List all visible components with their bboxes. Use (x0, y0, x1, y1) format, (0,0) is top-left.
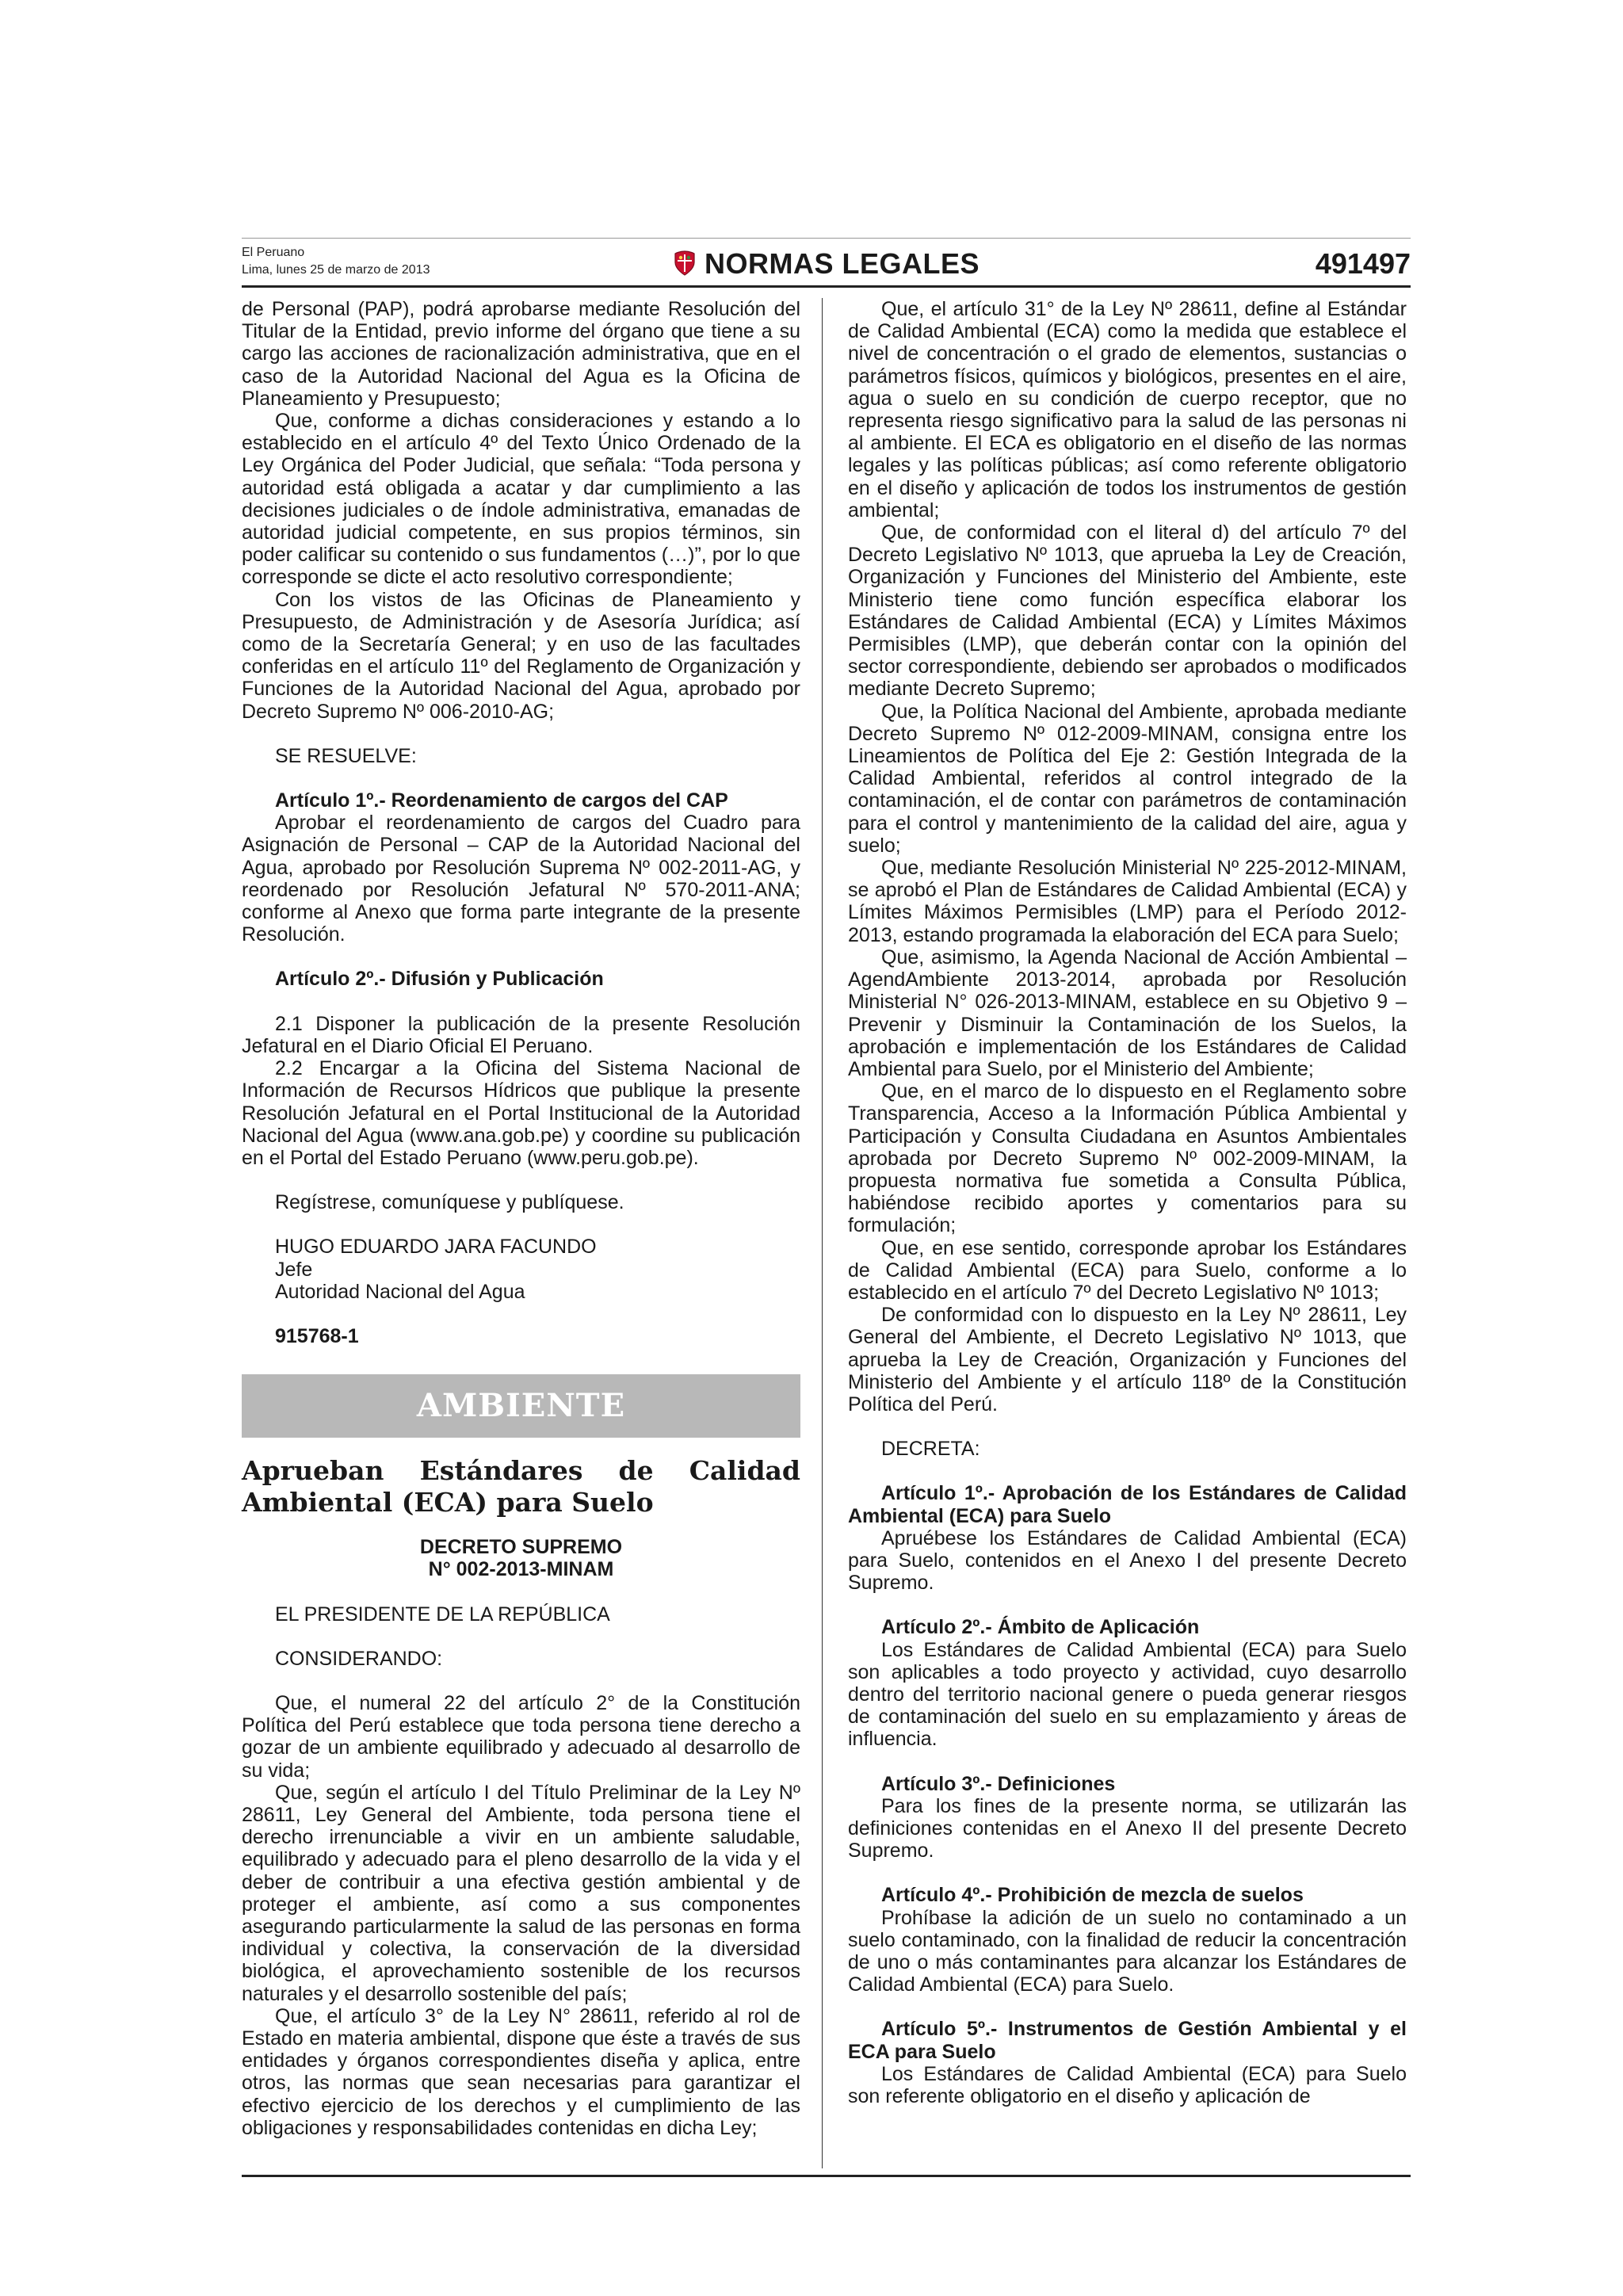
article-heading: Artículo 1º.- Reordenamiento de cargos del CAP (275, 789, 728, 812)
section-title: NORMAS LEGALES (704, 247, 980, 280)
article-heading: Artículo 1º.- Aprobación de los Estándares de Calidad Ambiental (ECA) para Suelo (848, 1482, 1407, 1527)
signer-name: HUGO EDUARDO JARA FACUNDO (275, 1236, 597, 1259)
paragraph: 2.1 Disponer la publicación de la presente Resolución Jefatural en el Diario Oficial El Peruano. (242, 1012, 800, 1057)
paragraph: Que, en el marco de lo dispuesto en el Reglamento sobre Transparencia, Acceso a la Información Pública Ambiental y Participación y Consulta Ciudadana en Asuntos Ambientales aprobada por Decreto Supremo Nº 002-2009-MINAM, la propuesta normativa fue sometida a Consulta Pública, habiéndose recibido aportes y comentarios para su formulación; (848, 1080, 1407, 1237)
article-heading: Artículo 5º.- Instrumentos de Gestión Ambiental y el ECA para Suelo (848, 2018, 1407, 2063)
closing-formula: Regístrese, comuníquese y publíquese. (275, 1191, 624, 1214)
paragraph: Los Estándares de Calidad Ambiental (ECA) para Suelo son aplicables a todo proyecto y actividad, cuyo desarrollo dentro del territorio nacional genere o pueda generar riesgos de contaminación del suelo en su emplazamiento y áreas de influencia. (848, 1638, 1407, 1751)
article-heading: Artículo 2º.- Difusión y Publicación (275, 968, 604, 991)
paragraph: Que, según el artículo I del Título Preliminar de la Ley Nº 28611, Ley General del Ambiente, toda persona tiene el derecho irrenunciable a vivir en un ambiente saludable, equilibrado y adecuado para el pleno desarrollo de la vida y el deber de contribuir a una efectiva gestión ambiental y de proteger el ambiente, así como a sus componentes asegurando particularmente la salud de las personas en forma individual y colectiva, la conservación de la diversidad biológica, el aprovechamiento sostenible de los recursos naturales y el desarrollo sostenible del país; (242, 1781, 800, 2005)
signer-organization: Autoridad Nacional del Agua (275, 1280, 525, 1303)
left-column (242, 298, 800, 2139)
paragraph: Que, asimismo, la Agenda Nacional de Acción Ambiental – AgendAmbiente 2013-2014, aprobada por Resolución Ministerial N° 026-2013-MINAM, establece en su Objetivo 9 – Prevenir y Disminuir la Contaminación de los Suelos, la aprobación e implementación de los Estándares de Calidad Ambiental para Suelo, por el Ministerio del Ambiente; (848, 946, 1407, 1080)
paragraph: Con los vistos de las Oficinas de Planeamiento y Presupuesto, de Administración y de Asesoría Jurídica; así como de la Secretaría General; y en uso de las facultades conferidas en el artículo 11º del Reglamento de Organización y Funciones de la Autoridad Nacional del Agua, aprobado por Decreto Supremo Nº 006-2010-AG; (242, 588, 800, 723)
header-top-rule (242, 238, 1411, 239)
se-resuelve: SE RESUELVE: (275, 744, 417, 767)
page-number: 491497 (1315, 247, 1411, 280)
paragraph: 2.2 Encargar a la Oficina del Sistema Nacional de Información de Recursos Hídricos que publique la presente Resolución Jefatural en el Portal Institucional de la Autoridad Nacional del Agua (www.ana.gob.pe) y coordine su publicación en el Portal del Estado Peruano (www.peru.gob.pe). (242, 1057, 800, 1169)
decreta: DECRETA: (881, 1438, 980, 1461)
paragraph: De conformidad con lo dispuesto en la Ley Nº 28611, Ley General del Ambiente, el Decreto Legislativo Nº 1013, que aprueba la Ley de Creación, Organización y Funciones del Ministerio del Ambiente y el artículo 118º de la Constitución Política del Perú. (848, 1304, 1407, 1415)
article-heading: Artículo 3º.- Definiciones (881, 1772, 1116, 1795)
paragraph: de Personal (PAP), podrá aprobarse mediante Resolución del Titular de la Entidad, previo informe del órgano que tiene a su cargo las acciones de racionalización administrativa, que en el caso de la Autoridad Nacional del Agua es la Oficina de Planeamiento y Presupuesto; (242, 298, 800, 410)
signer-role: Jefe (275, 1258, 313, 1281)
paragraph: Que, en ese sentido, corresponde aprobar los Estándares de Calidad Ambiental (ECA) para Suelo, conforme a lo establecido en el artículo 7º del Decreto Legislativo Nº 1013; (848, 1236, 1407, 1304)
issuer: EL PRESIDENTE DE LA REPÚBLICA (275, 1603, 610, 1626)
right-column (848, 298, 1407, 2107)
paragraph: Para los fines de la presente norma, se utilizarán las definiciones contenidas en el Anexo II del presente Decreto Supremo. (848, 1794, 1407, 1862)
paragraph: Que, conforme a dichas consideraciones y estando a lo establecido en el artículo 4º del Texto Único Ordenado de la Ley Orgánica del Poder Judicial, que señala: “Toda persona y autoridad está obligada a acatar y dar cumplimiento a las decisiones judiciales o de índole administrativa, emanadas de autoridad judicial competente, en sus propios términos, sin poder calificar su contenido o sus fundamentos (…)”, por lo que corresponde se dicte el acto resolutivo correspondiente; (242, 410, 800, 589)
section-banner: AMBIENTE (242, 1374, 800, 1438)
paragraph: Que, el artículo 3° de la Ley N° 28611, referido al rol de Estado en materia ambiental, dispone que éste a través de sus entidades y órganos correspondientes diseña y aplica, entre otros, las normas que sean necesarias para garantizar el efectivo ejercicio de los derechos y el cumplimiento de las obligaciones y responsabilidades contenidas en dicha Ley; (242, 2004, 800, 2139)
reference-code: 915768-1 (275, 1324, 359, 1347)
paragraph: Que, de conformidad con el literal d) del artículo 7º del Decreto Legislativo Nº 1013, que aprueba la Ley de Creación, Organización y Funciones del Ministerio del Ambiente, este Ministerio tiene como función específica elaborar los Estándares de Calidad Ambiental (ECA) y Límites Máximos Permisibles (LMP), que deberán contar con la opinión del sector correspondiente, debiendo ser aprobados o modificados mediante Decreto Supremo; (848, 521, 1407, 701)
decree-number: N° 002-2013-MINAM (428, 1558, 614, 1581)
article-heading: Artículo 2º.- Ámbito de Aplicación (881, 1616, 1200, 1639)
decree-title: Aprueban Estándares de Calidad Ambiental (ECA) para Suelo (242, 1455, 800, 1519)
paragraph: Aprobar el reordenamiento de cargos del Cuadro para Asignación de Personal – CAP de la Autoridad Nacional del Agua, aprobado por Resolución Suprema Nº 002-2011-AG, y reordenado por Resolución Jefatural Nº 570-2011-ANA; conforme al Anexo que forma parte integrante de la presente Resolución. (242, 812, 800, 946)
paragraph: Que, el artículo 31° de la Ley Nº 28611, define al Estándar de Calidad Ambiental (ECA) como la medida que establece el nivel de concentración o el grado de elementos, sustancias o parámetros físicos, químicos y biológicos, presentes en el aire, agua o suelo en su condición de cuerpo receptor, que no representa riesgo significativo para la salud de las personas ni al ambiente. El ECA es obligatorio en el diseño de las normas legales y las políticas públicas; así como referente obligatorio en el diseño y aplicación de todos los instrumentos de gestión ambiental; (848, 298, 1407, 521)
considerando: CONSIDERANDO: (275, 1647, 443, 1670)
paragraph: Que, mediante Resolución Ministerial Nº 225-2012-MINAM, se aprobó el Plan de Estándares de Calidad Ambiental (ECA) y Límites Máximos Permisibles (LMP) para el Período 2012-2013, estando programada la elaboración del ECA para Suelo; (848, 857, 1407, 946)
page-header (242, 238, 1411, 288)
coat-of-arms-icon (673, 250, 697, 277)
header-center (242, 247, 1411, 281)
footer-rule (242, 2175, 1411, 2177)
paragraph: Apruébese los Estándares de Calidad Ambiental (ECA) para Suelo, contenidos en el Anexo I del presente Decreto Supremo. (848, 1526, 1407, 1595)
paragraph: Los Estándares de Calidad Ambiental (ECA) para Suelo son referente obligatorio en el diseño y aplicación de (848, 2062, 1407, 2108)
paragraph: Prohíbase la adición de un suelo no contaminado a un suelo contaminado, con la finalidad de reducir la concentración de uno o más contaminantes para alcanzar los Estándares de Calidad Ambiental (ECA) para Suelo. (848, 1906, 1407, 1996)
article-heading: Artículo 4º.- Prohibición de mezcla de suelos (881, 1884, 1304, 1907)
newspaper-name: El Peruano (242, 246, 305, 259)
paragraph: Que, la Política Nacional del Ambiente, aprobada mediante Decreto Supremo Nº 012-2009-MINAM, consigna entre los Lineamientos de Política del Eje 2: Gestión Integrada de la Calidad Ambiental, referidos al control integrado de la contaminación, el de contar con parámetros de contaminación para el control y mantenimiento de la calidad del aire, agua y suelo; (848, 700, 1407, 857)
column-divider (822, 298, 823, 2168)
publication-date: Lima, lunes 25 de marzo de 2013 (242, 263, 430, 277)
paragraph: Que, el numeral 22 del artículo 2° de la Constitución Política del Perú establece que toda persona tiene derecho a gozar de un ambiente equilibrado y adecuado al desarrollo de su vida; (242, 1691, 800, 1782)
decree-type: DECRETO SUPREMO (419, 1536, 623, 1559)
